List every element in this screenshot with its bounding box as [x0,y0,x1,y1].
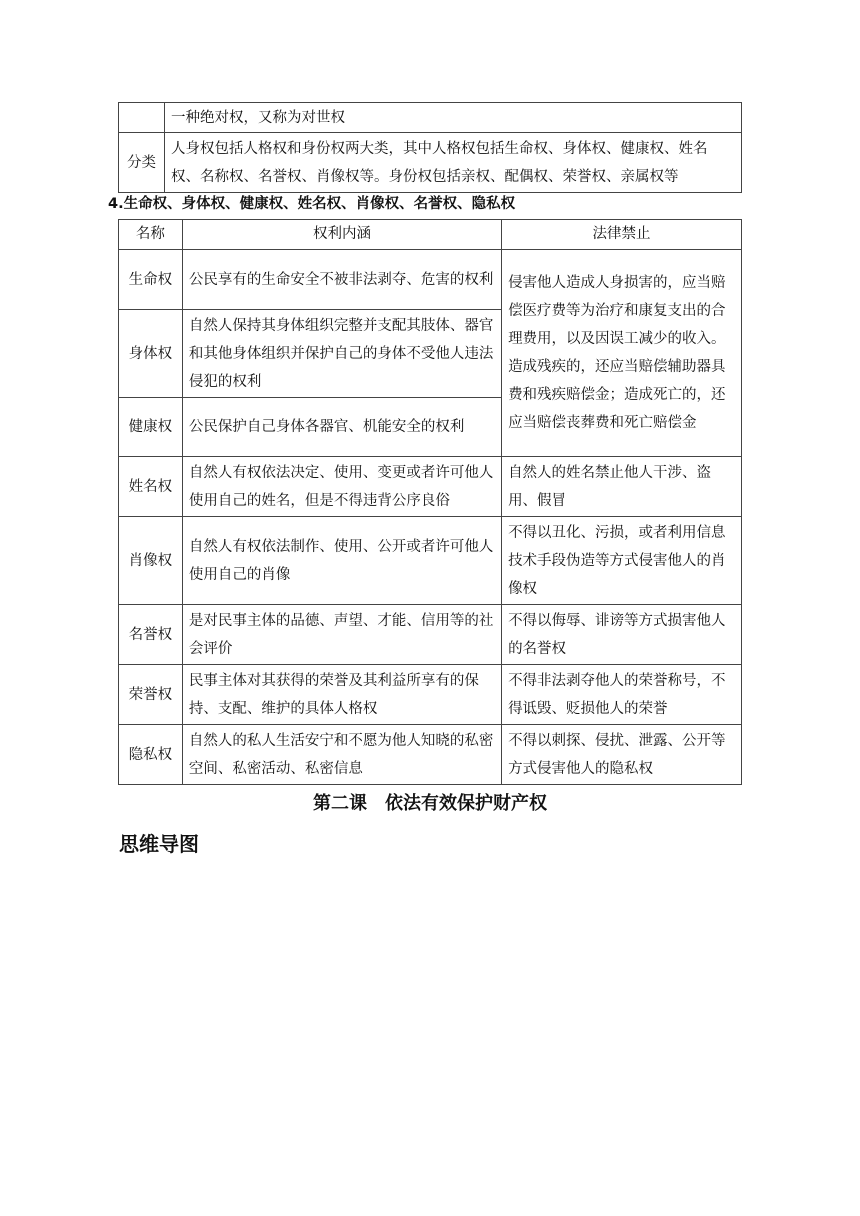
right-ban: 不得以刺探、侵扰、泄露、公开等方式侵害他人的隐私权 [502,725,742,785]
right-content: 是对民事主体的品德、声望、才能、信用等的社会评价 [182,605,501,665]
right-name: 肖像权 [119,517,183,605]
right-ban-merged: 侵害他人造成人身损害的，应当赔偿医疗费等为治疗和康复支出的合理费用，以及因误工减少的收入。造成残疾的，还应当赔偿辅助器具费和残疾赔偿金；造成死亡的，还应当赔偿丧葬费和死亡赔偿金 [502,250,742,457]
table-row [119,665,742,725]
right-content: 公民享有的生命安全不被非法剥夺、危害的权利 [182,250,501,310]
table-row [119,725,742,785]
row-content: 人身权包括人格权和身份权两大类，其中人格权包括生命权、身体权、健康权、姓名权、名称权、名誉权、肖像权等。身份权包括亲权、配偶权、荣誉权、亲属权等 [165,133,742,193]
table-row [119,133,742,193]
right-content: 自然人有权依法制作、使用、公开或者许可他人使用自己的肖像 [182,517,501,605]
right-name: 荣誉权 [119,665,183,725]
classification-table [118,102,742,193]
right-ban: 不得非法剥夺他人的荣誉称号，不得诋毁、贬损他人的荣誉 [502,665,742,725]
row-content: 一种绝对权，又称为对世权 [165,103,742,133]
rights-table [118,219,742,785]
right-ban: 不得以侮辱、诽谤等方式损害他人的名誉权 [502,605,742,665]
right-name: 隐私权 [119,725,183,785]
right-content: 公民保护自己身体各器官、机能安全的权利 [182,398,501,457]
right-content: 民事主体对其获得的荣誉及其利益所享有的保持、支配、维护的具体人格权 [182,665,501,725]
table-row [119,605,742,665]
table-row [119,517,742,605]
table-row [119,103,742,133]
header-name: 名称 [119,220,183,250]
right-ban: 自然人的姓名禁止他人干涉、盗用、假冒 [502,457,742,517]
right-name: 名誉权 [119,605,183,665]
right-content: 自然人的私人生活安宁和不愿为他人知晓的私密空间、私密活动、私密信息 [182,725,501,785]
right-ban: 不得以丑化、污损，或者利用信息技术手段伪造等方式侵害他人的肖像权 [502,517,742,605]
header-content: 权利内涵 [182,220,501,250]
section-title: 思维导图 [119,832,199,856]
table-row [119,457,742,517]
right-name: 健康权 [119,398,183,457]
row-label: 分类 [119,133,165,193]
table-header-row [119,220,742,250]
right-name: 姓名权 [119,457,183,517]
section-heading: 4.生命权、身体权、健康权、姓名权、肖像权、名誉权、隐私权 [108,196,516,212]
header-ban: 法律禁止 [502,220,742,250]
row-label [119,103,165,133]
lesson-title: 第二课 依法有效保护财产权 [313,793,547,814]
right-content: 自然人有权依法决定、使用、变更或者许可他人使用自己的姓名，但是不得违背公序良俗 [182,457,501,517]
right-content: 自然人保持其身体组织完整并支配其肢体、器官和其他身体组织并保护自己的身体不受他人违法侵犯的权利 [182,310,501,398]
table-row [119,250,742,310]
right-name: 身体权 [119,310,183,398]
right-name: 生命权 [119,250,183,310]
